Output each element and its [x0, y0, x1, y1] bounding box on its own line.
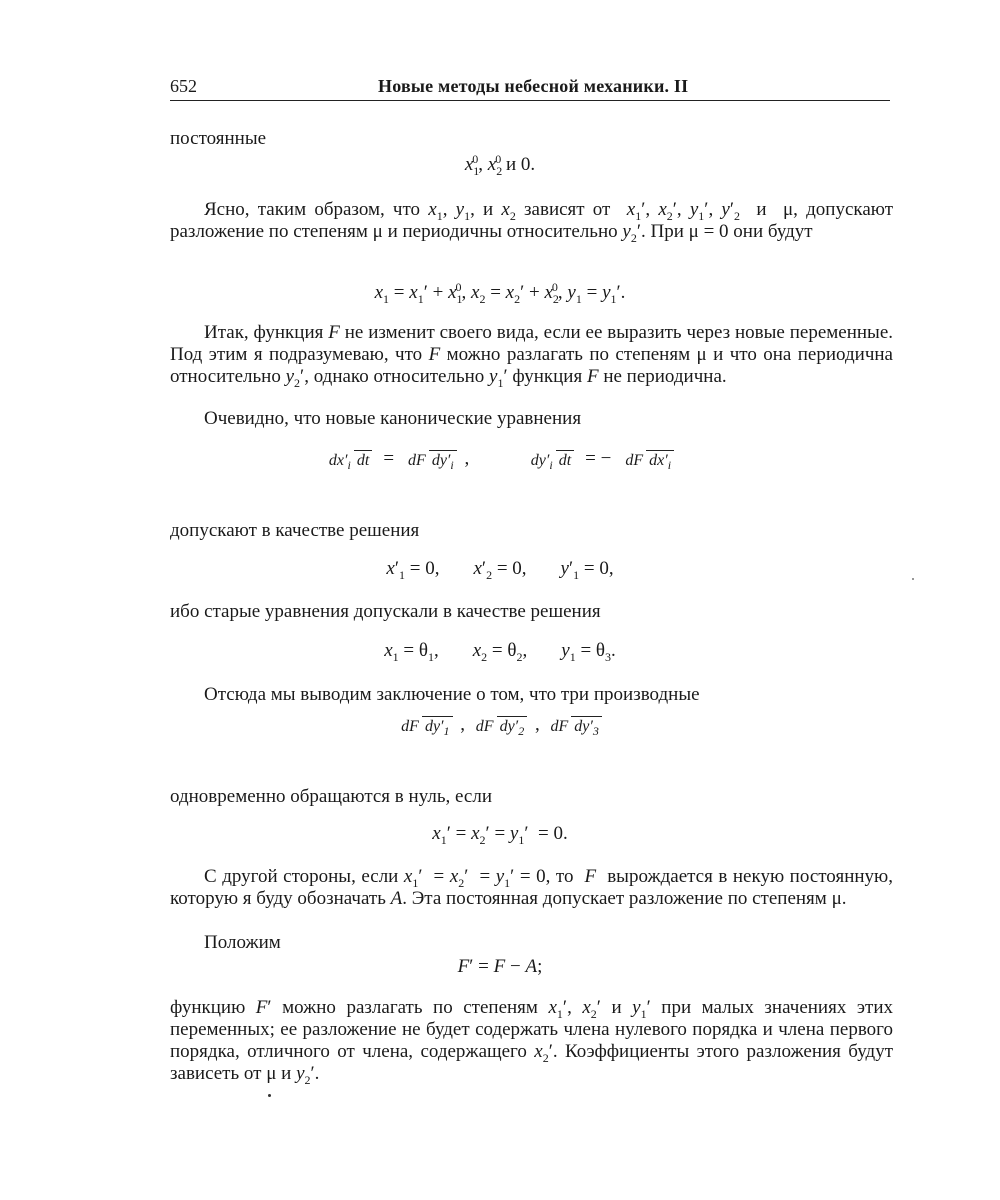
equation-canonical: $dx'_i$ dt = dF $dy'_i$ , $dy'_i$ dt = − dF $dx'_i$ [0, 448, 1000, 470]
paragraph-old-equations: ибо старые уравнения допускали в качестве решения [170, 601, 601, 622]
paragraph-constants: постоянные [170, 128, 267, 149]
page-number: 652 [170, 76, 197, 96]
equation-constants: $x_1^0$, $x_2^0$ и 0. [464, 151, 536, 178]
equation-transform: $x_1 = x_1' + x_1^0$, $x_2 = x_2' + x_2^0$, $y_1 = y_1'$. [374, 279, 626, 306]
print-speck [912, 578, 914, 580]
paragraph-vanish: одновременно обращаются в нуль, если [170, 786, 492, 807]
print-speck [268, 1094, 271, 1097]
paragraph-solution: допускают в качестве решения [170, 520, 420, 541]
equation-theta: $x_1 = \theta_1$, $x_2 = \theta_2$, $y_1 = \theta_3$. [384, 640, 616, 664]
running-title: Новые методы небесной механики. II [378, 76, 689, 96]
paragraph-derivatives: Отсюда мы выводим заключение о том, что три производные [204, 684, 700, 705]
equation-all-zero: $x_1' = x_2' = y_1' = 0$. [432, 823, 568, 847]
header-rule [170, 100, 890, 101]
equation-f-prime: F′ = F − A; [457, 956, 543, 977]
equation-zero-solution: $x'_1 = 0$, $x'_2 = 0$, $y'_1 = 0$, [386, 558, 614, 582]
paragraph-constant-a: С другой стороны, если $x_1' = x_2' = y_1' = 0$, то F вырождается в некую постоянную, которую я буду обозначать A. Эта постоянная допускает разложение по степеням μ. [170, 866, 893, 909]
equation-derivatives: dF $dy'_1$ , dF $dy'_2$ , dF $dy'_3$ [0, 714, 1000, 736]
paragraph-let: Положим [204, 932, 281, 953]
paragraph-dependence: Ясно, таким образом, что $x_1$, $y_1$, и $x_2$ зависят от $x_1'$, $x_2'$, $y_1'$, $y'_2$ и μ, допускают разложение по степеням μ и периодичны относительно $y_2'$. При μ = 0 они будут [170, 199, 894, 245]
paragraph-canonical: Очевидно, что новые канонические уравнения [204, 408, 582, 429]
paragraph-function-f: Итак, функция F не изменит своего вида, если ее выразить через новые переменные. Под этим я подразумеваю, что F можно разлагать по степеням μ и что она периодична относительно $y_2'$, однако относительно $y_1'$ функция F не периодична. [170, 322, 894, 390]
paragraph-expansion: функцию F′ можно разлагать по степеням $x_1'$, $x_2'$ и $y_1'$ при малых значениях этих переменных; ее разложение не будет содержать члена нулевого порядка и члена первого порядка, отличного от члена, содержащего $x_2'$. Коэффициенты этого разложения будут зависеть от μ и $y_2'$. [170, 997, 894, 1087]
